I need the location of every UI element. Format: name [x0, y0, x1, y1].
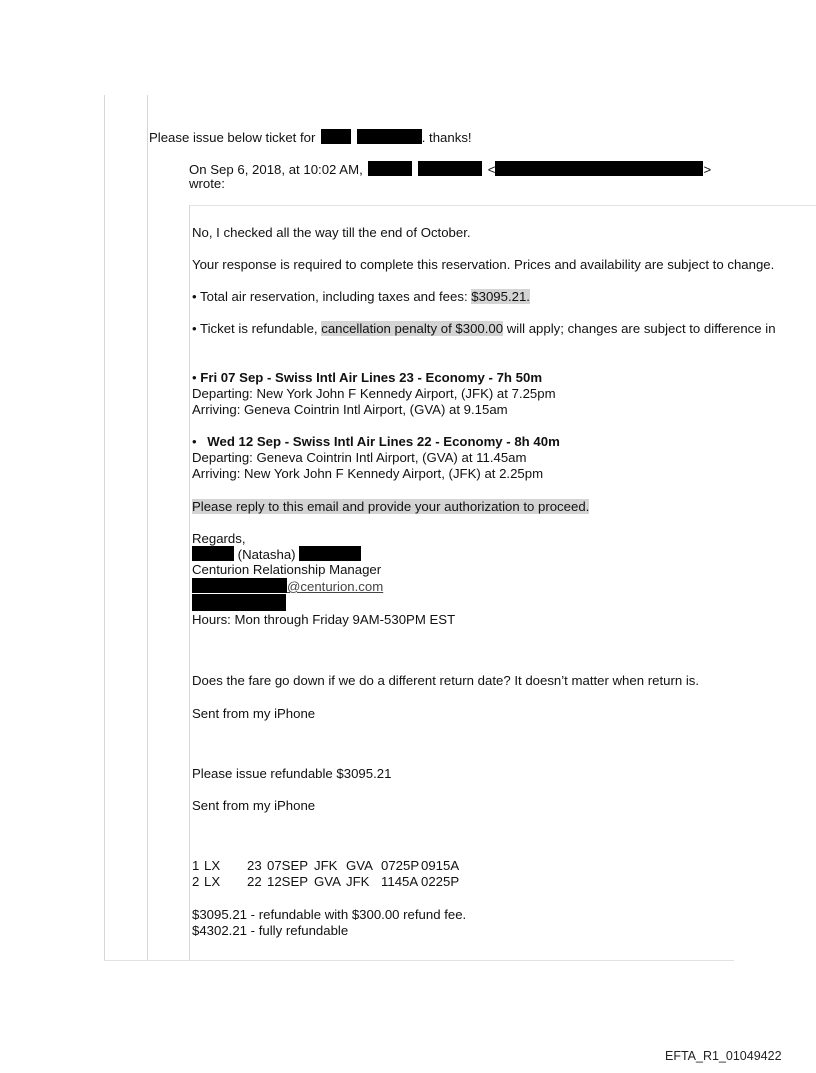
flight1-title	[192, 370, 542, 385]
segment-number: 2	[192, 874, 200, 889]
penalty-highlight: cancellation penalty of $300.00	[321, 321, 504, 336]
flight-title: Fri 07 Sep - Swiss Intl Air Lines 23 - Economy - 7h 50m	[200, 370, 543, 385]
fare-option: $3095.21 - refundable with $300.00 refund fee.	[192, 907, 467, 922]
flight-number: 22	[247, 874, 262, 889]
bullet-text: will apply; changes are subject to difference in	[503, 321, 776, 336]
email-open-bracket: <	[487, 162, 496, 177]
reply-request	[192, 499, 589, 514]
intro-line	[149, 129, 472, 145]
flight1-arriving: Arriving: Geneva Cointrin Intl Airport, (GVA) at 9.15am	[192, 402, 508, 417]
bullet-text: • Ticket is refundable,	[192, 321, 322, 336]
flight2-departing: Departing: Geneva Cointrin Intl Airport, (GVA) at 11.45am	[192, 450, 527, 465]
bullet: •	[192, 434, 197, 449]
signature-hours: Hours: Mon through Friday 9AM-530PM EST	[192, 612, 456, 627]
redaction-block	[495, 161, 703, 176]
bottom-divider	[104, 960, 734, 961]
flight-title: Wed 12 Sep - Swiss Intl Air Lines 22 - Economy - 8h 40m	[207, 434, 560, 449]
segment-number: 1	[192, 858, 200, 873]
flight-number: 23	[247, 858, 262, 873]
redaction-block	[299, 546, 361, 561]
carrier-code: LX	[204, 858, 221, 873]
signature-email-line	[192, 578, 383, 594]
redaction-block	[192, 578, 287, 593]
outer-quote-border	[104, 95, 105, 960]
itinerary-row	[192, 874, 459, 889]
origin-airport: JFK	[314, 858, 338, 873]
email-close-bracket: >	[703, 162, 712, 177]
departure-time: 1145A	[381, 874, 419, 889]
flight2-title	[192, 434, 560, 449]
itinerary-row	[192, 858, 459, 873]
destination-airport: JFK	[346, 874, 370, 889]
inner-quote-border	[189, 205, 190, 960]
bullet: •	[192, 370, 197, 385]
arrival-time: 0225P	[421, 874, 460, 889]
redaction-block	[192, 546, 234, 561]
fare-option: $4302.21 - fully refundable	[192, 923, 349, 938]
body-paragraph: Your response is required to complete this reservation. Prices and availability are subject to change.	[192, 257, 775, 272]
bullet-total-fare	[192, 289, 530, 304]
redaction-block	[418, 161, 482, 176]
outer-quote-border-inner	[147, 95, 148, 960]
redaction-block	[321, 129, 351, 144]
arrival-time: 0915A	[421, 858, 460, 873]
reply-request-highlight: Please reply to this email and provide your authorization to proceed.	[192, 499, 590, 514]
inner-quote-top-border	[189, 205, 816, 206]
email-link[interactable]: @centurion.com	[287, 579, 384, 594]
intro-prefix: Please issue below ticket for	[149, 130, 316, 145]
origin-airport: GVA	[314, 874, 341, 889]
signature-role: Centurion Relationship Manager	[192, 562, 382, 577]
flight-date: 07SEP	[267, 858, 309, 873]
fare-amount-highlight: $3095.21.	[471, 289, 530, 304]
carrier-code: LX	[204, 874, 221, 889]
reply-question: Does the fare go down if we do a different return date? It doesn’t matter when return is.	[192, 673, 700, 688]
document-id: EFTA_R1_01049422	[665, 1049, 782, 1063]
body-paragraph: No, I checked all the way till the end of October.	[192, 225, 471, 240]
intro-suffix: . thanks!	[421, 130, 472, 145]
signature-nickname: (Natasha)	[237, 547, 296, 562]
bullet-refund-policy	[192, 321, 776, 336]
flight1-departing: Departing: New York John F Kennedy Airport, (JFK) at 7.25pm	[192, 386, 556, 401]
quote-header-line	[189, 161, 711, 177]
reply-issue-request: Please issue refundable $3095.21	[192, 766, 392, 781]
quote-wrote: wrote:	[189, 176, 225, 191]
flight-date: 12SEP	[267, 874, 309, 889]
departure-time: 0725P	[381, 858, 420, 873]
flight2-arriving: Arriving: New York John F Kennedy Airport, (JFK) at 2.25pm	[192, 466, 544, 481]
redaction-block	[192, 594, 286, 611]
redaction-block	[357, 129, 422, 144]
destination-airport: GVA	[346, 858, 373, 873]
sent-from-iphone: Sent from my iPhone	[192, 798, 316, 813]
regards: Regards,	[192, 531, 246, 546]
sent-from-iphone: Sent from my iPhone	[192, 706, 316, 721]
quote-date: On Sep 6, 2018, at 10:02 AM,	[189, 162, 363, 177]
redaction-block	[368, 161, 412, 176]
bullet-text: • Total air reservation, including taxes and fees:	[192, 289, 472, 304]
signature-name	[192, 546, 361, 562]
